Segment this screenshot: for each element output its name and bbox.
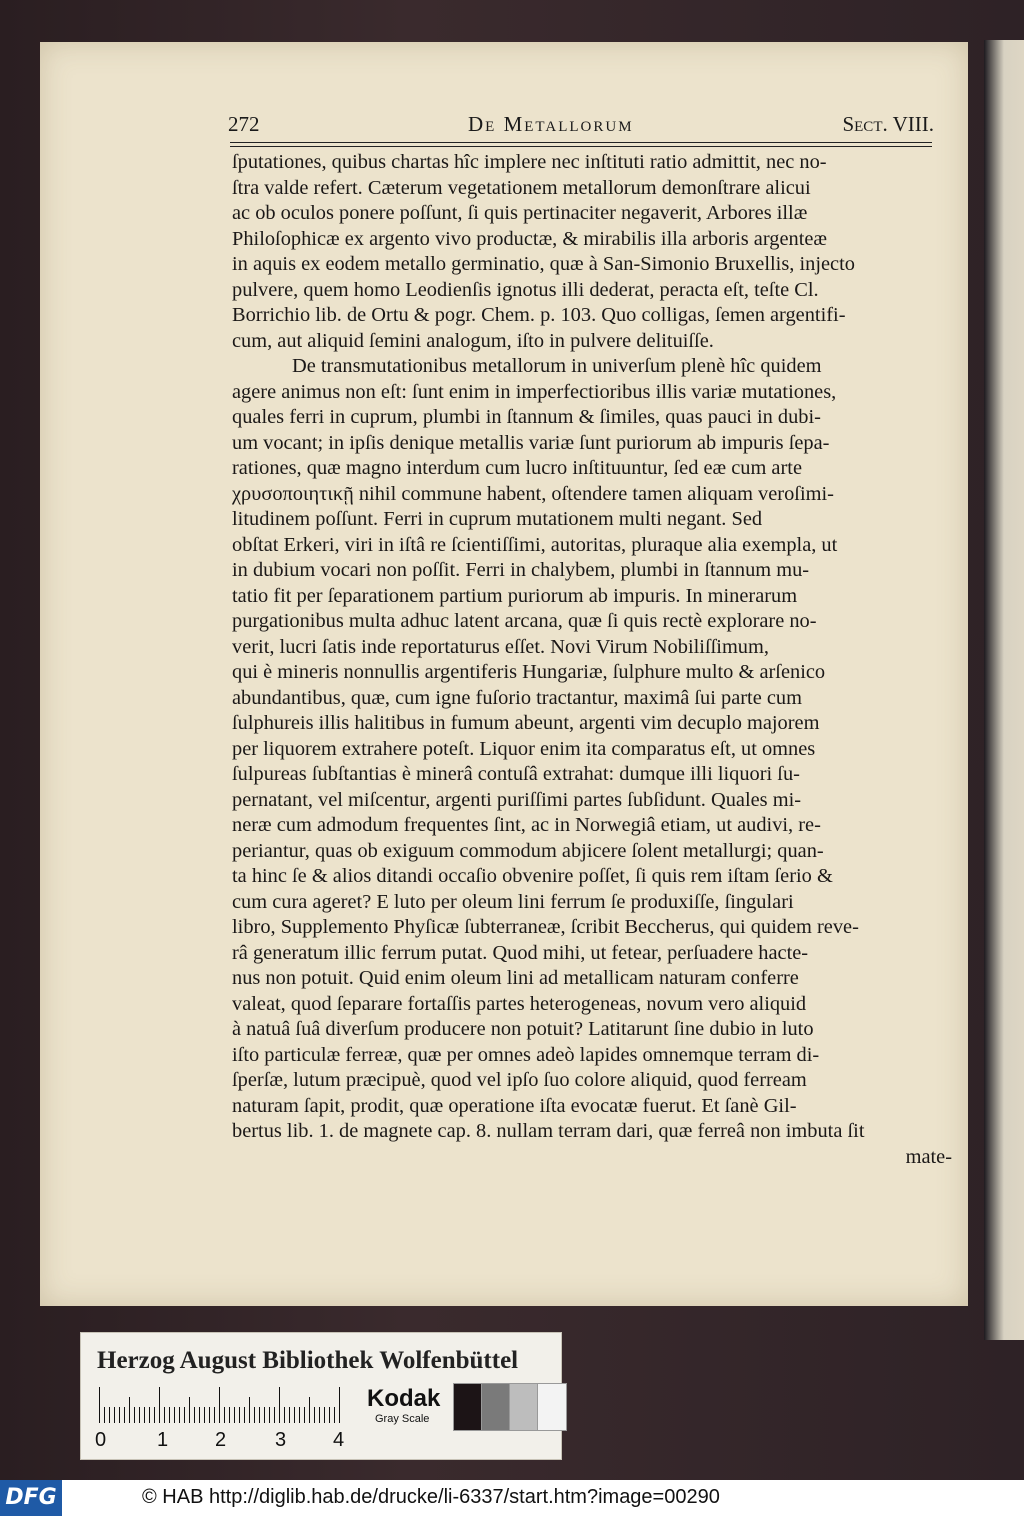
text-line: cum cura ageret? E luto per oleum lini ferrum ſe produxiſſe, ſingulari xyxy=(232,890,794,913)
text-line: tatio fit per ſeparationem partium puriorum ab impuris. In minerarum xyxy=(232,584,798,607)
ruler-tick xyxy=(319,1407,320,1423)
ruler-tick xyxy=(124,1407,125,1423)
ruler-tick xyxy=(284,1407,285,1423)
text-line: iſto particulæ ferreæ, quæ per omnes adeò lapides omnemque terram di- xyxy=(232,1043,820,1066)
gray-swatch xyxy=(453,1383,483,1431)
text-line: libro, Supplemento Phyſicæ ſubterraneæ, ſcribit Beccherus, qui quidem reve- xyxy=(232,916,859,938)
text-line: cum, aut aliquid ſemini analogum, iſto in pulvere delituiſſe. xyxy=(232,329,714,352)
text-line: verit, lucri ſatis inde reportaturus eſſet. Novi Virum Nobiliſſimum, xyxy=(232,635,769,658)
ruler-tick xyxy=(314,1407,315,1423)
ruler-tick xyxy=(264,1407,265,1423)
ruler-tick xyxy=(194,1407,195,1423)
ruler-tick xyxy=(299,1407,300,1423)
page-number: 272 xyxy=(228,112,260,136)
ruler-tick xyxy=(199,1407,200,1423)
ruler-tick xyxy=(304,1407,305,1423)
text-line: per liquorem extrahere poteſt. Liquor enim ita comparatus eſt, ut omnes xyxy=(232,737,816,760)
text-line: bertus lib. 1. de magnete cap. 8. nullam terram dari, quæ ferreâ non imbuta ſit xyxy=(232,1120,865,1142)
ruler-tick xyxy=(279,1387,280,1423)
gray-swatch xyxy=(537,1383,567,1431)
gray-swatch xyxy=(481,1383,511,1431)
text-line: à natuâ ſuâ diverſum producere non potuit? Latitarunt ſine dubio in luto xyxy=(232,1018,814,1040)
text-line: agere animus non eſt: ſunt enim in imperfectioribus illis variæ mutationes, xyxy=(232,380,837,403)
ruler-tick xyxy=(259,1407,260,1423)
ruler-tick xyxy=(214,1407,215,1423)
ruler-tick xyxy=(219,1387,220,1423)
text-line: obſtat Erkeri, viri in iſtâ re ſcientiſſimi, autoritas, pluraque alia exempla, ut xyxy=(232,533,838,556)
text-line: in dubium vocari non poſſit. Ferri in chalybem, plumbi in ſtannum mu- xyxy=(232,559,810,581)
ruler-tick xyxy=(174,1407,175,1423)
ruler-tick xyxy=(274,1407,275,1423)
ruler-tick xyxy=(324,1407,325,1423)
ruler-tick xyxy=(269,1407,270,1423)
ruler-tick xyxy=(209,1407,210,1423)
ruler-tick xyxy=(189,1397,190,1423)
text-line: pulvere, quem homo Leodienſis ignotus illi dederat, peracta eſt, teſte Cl. xyxy=(232,278,819,301)
ruler-tick xyxy=(149,1407,150,1423)
adjacent-page-edge xyxy=(984,40,1024,1340)
ruler-tick xyxy=(159,1387,160,1423)
text-line: ta hinc ſe & alios ditandi occaſio obvenire poſſet, ſi quis rem iſtam ſerio & xyxy=(232,865,833,887)
ruler xyxy=(99,1387,339,1423)
dfg-logo: DFG xyxy=(0,1480,62,1516)
text-line: litudinem poſſunt. Ferri in cuprum mutationem multi negant. Sed xyxy=(232,508,763,530)
text-line: ſtra valde refert. Cæterum vegetationem metallorum demonſtrare alicui xyxy=(232,176,811,199)
ruler-number: 1 xyxy=(157,1429,169,1451)
ruler-tick xyxy=(294,1407,295,1423)
ruler-tick xyxy=(244,1407,245,1423)
color-calibration-card xyxy=(80,1332,562,1460)
copyright-link[interactable]: © HAB http://diglib.hab.de/drucke/li-6337/start.htm?image=00290 xyxy=(142,1486,720,1508)
text-line: naturam ſapit, prodit, quæ operatione iſta evocatæ fuerut. Et ſanè Gil- xyxy=(232,1094,797,1117)
text-line: râ generatum illic ferrum putat. Quod mihi, ut fetear, perſuadere hacte- xyxy=(232,941,809,964)
text-line: purgationibus multa adhuc latent arcana, quæ ſi quis rectè explorare no- xyxy=(232,610,817,632)
ruler-tick xyxy=(289,1407,290,1423)
ruler-tick xyxy=(119,1407,120,1423)
body-text xyxy=(232,150,957,1170)
ruler-tick xyxy=(104,1407,105,1423)
institution-name: Herzog August Bibliothek Wolfenbüttel xyxy=(97,1347,519,1374)
text-line: ſputationes, quibus chartas hîc implere nec inſtituti ratio admittit, nec no- xyxy=(232,151,827,173)
kodak-logo: Kodak xyxy=(367,1385,441,1412)
ruler-tick xyxy=(144,1407,145,1423)
ruler-tick xyxy=(249,1397,250,1423)
ruler-number: 4 xyxy=(333,1429,345,1451)
text-line: mate- xyxy=(905,1145,952,1168)
ruler-tick xyxy=(164,1407,165,1423)
ruler-tick xyxy=(114,1407,115,1423)
running-title: De Metallorum xyxy=(468,112,634,136)
text-line: um vocant; in ipſis denique metallis variæ ſunt puriorum ab impuris ſepa- xyxy=(232,431,830,454)
section-label: Sect. VIII. xyxy=(842,112,934,136)
ruler-tick xyxy=(139,1407,140,1423)
ruler-tick xyxy=(329,1407,330,1423)
ruler-tick xyxy=(229,1407,230,1423)
text-line: pernatant, vel miſcentur, argenti puriſſimi partes ſubſidunt. Quales mi- xyxy=(232,788,802,811)
ruler-tick xyxy=(134,1407,135,1423)
header-rule xyxy=(230,142,932,147)
ruler-tick xyxy=(179,1407,180,1423)
text-line: De transmutationibus metallorum in univerſum plenè hîc quidem xyxy=(292,355,822,377)
ruler-tick xyxy=(169,1407,170,1423)
ruler-tick xyxy=(224,1407,225,1423)
text-line: qui è mineris nonnullis argentiferis Hungariæ, ſulphure multo & arſenico xyxy=(232,661,826,683)
text-line: neræ cum admodum frequentes ſint, ac in Norwegiâ etiam, ut audivi, re- xyxy=(232,814,821,836)
text-line: nus non potuit. Quid enim oleum lini ad metallicam naturam conferre xyxy=(232,967,799,989)
ruler-tick xyxy=(109,1407,110,1423)
text-line: ſperſæ, lutum præcipuè, quod vel ipſo ſuo colore aliquid, quod ferream xyxy=(232,1069,807,1091)
gray-scale-label: Gray Scale xyxy=(375,1413,430,1425)
ruler-tick xyxy=(204,1407,205,1423)
text-line: Borrichio lib. de Ortu & pogr. Chem. p. 103. Quo colligas, ſemen argentifi- xyxy=(232,304,846,326)
text-line: χρυσοποιητικῇ nihil commune habent, oſtendere tamen aliquam veroſimi- xyxy=(232,482,834,505)
ruler-tick xyxy=(154,1407,155,1423)
running-header xyxy=(228,112,934,140)
ruler-tick xyxy=(334,1407,335,1423)
text-line: quales ferri in cuprum, plumbi in ſtannum & ſimiles, quas pauci in dubi- xyxy=(232,406,821,428)
ruler-number: 3 xyxy=(275,1429,287,1451)
text-line: Philoſophicæ ex argento vivo productæ, & mirabilis illa arboris argenteæ xyxy=(232,227,828,250)
text-line: rationes, quæ magno interdum cum lucro inſtituuntur, ſed eæ cum arte xyxy=(232,457,802,479)
ruler-tick xyxy=(239,1407,240,1423)
ruler-tick xyxy=(129,1397,130,1423)
text-line: ſulpureas ſubſtantias è minerâ contuſâ extrahat: dumque illi liquori ſu- xyxy=(232,763,800,785)
text-line: abundantibus, quæ, cum igne fuſorio tractantur, maximâ ſui parte cum xyxy=(232,686,802,709)
ruler-tick xyxy=(184,1407,185,1423)
gray-swatch xyxy=(509,1383,539,1431)
text-line: valeat, quod ſeparare fortaſſis partes heterogeneas, novum vero aliquid xyxy=(232,992,807,1015)
ruler-tick xyxy=(309,1397,310,1423)
text-line: ſulphureis illis halitibus in fumum abeunt, argenti vim decuplo majorem xyxy=(232,712,820,734)
text-line: ac ob oculos ponere poſſunt, ſi quis pertinaciter negaverit, Arbores illæ xyxy=(232,202,808,224)
ruler-tick xyxy=(99,1387,100,1423)
ruler-number: 2 xyxy=(215,1429,227,1451)
ruler-tick xyxy=(339,1387,340,1423)
text-line: in aquis ex eodem metallo germinatio, quæ à San-Simonio Bruxellis, injecto xyxy=(232,253,855,275)
ruler-tick xyxy=(234,1407,235,1423)
ruler-tick xyxy=(254,1407,255,1423)
text-line: periantur, quas ob exiguum commodum abjicere ſolent metallurgi; quan- xyxy=(232,839,824,862)
ruler-number: 0 xyxy=(95,1429,107,1451)
